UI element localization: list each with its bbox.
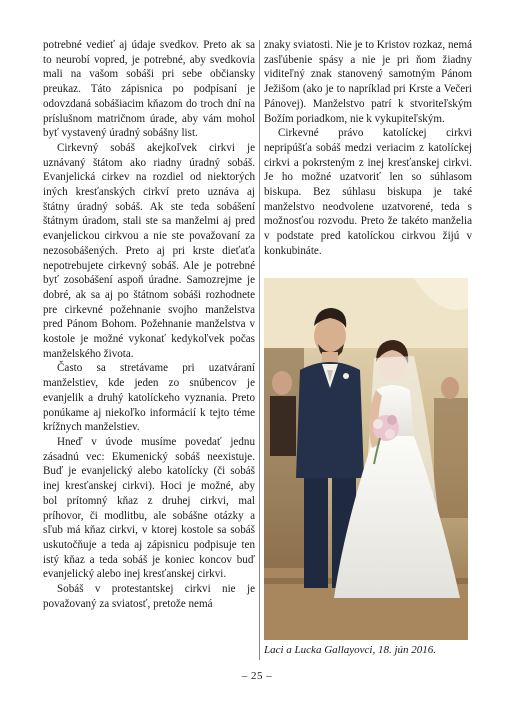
- paragraph: potrebné vedieť aj údaje svedkov. Preto ak sa to neurobí vopred, je potrebné, aby svedkovia mali na vašom sobáši pri sebe občiansky preukaz. Táto zápisnica po podpísaní je odovzdaná sobášiacim kňazom do troch dní na príslušnom matričnom úrade, aby vám mohol byť vystavený úradný sobášny list.: [43, 39, 255, 140]
- paragraph: Často sa stretávame pri uzatváraní manželstiev, kde jeden zo snúbencov je evanjelik a druhý katolíckeho vyznania. Preto ponúkame aj niekoľko informácií k tejto téme krížnych manželstiev.: [43, 362, 255, 434]
- paragraph: Sobáš v protestantskej cirkvi nie je považovaný za sviatosť, pretože nemá: [43, 583, 255, 610]
- paragraph: znaky sviatosti. Nie je to Kristov rozkaz, nemá zasľúbenie spásy a nie je pri ňom žiadny viditeľný znak stanovený samotným Pánom Ježišom (ako je to napríklad pri Krste a Večeri Pánovej). Manželstvo patrí k stvoriteľským Božím poriadkom, nie k vykupiteľským.: [264, 39, 472, 125]
- paragraph: Cirkevné právo katolíckej cirkvi nepripúšťa sobáš medzi veriacim z katolíckej cirkvi a pokrsteným z inej kresťanskej cirkvi. Je ho možné uzatvoriť len so súhlasom biskupa. Bez súhlasu biskupa je také manželstvo neodvolene uzatvorené, teda s možnosťou rozvodu. Preto že takéto manželia v podstate pred katolíckou cirkvou žijú v konkubináte.: [264, 127, 472, 257]
- page-number: – 25 –: [241, 670, 273, 682]
- photo-caption: Laci a Lucka Gallayovci, 18. jún 2016.: [264, 644, 437, 656]
- paragraph: Hneď v úvode musíme povedať jednu zásadnú vec: Ekumenický sobáš neexistuje. Buď je evanjelický alebo katolícky (či sobáš inej kresťanskej cirkvi). Hoci je možné, aby bol prítomný kňaz z druhej cirkvi, mal príhovor, či modlitbu, ale sobášne otázky a sľub má kňaz cirkvi, v ktorej kostole sa sobáš uskutočňuje a teda aj zápisnicu podpisuje ten istý kňaz a teda sobáš je koniec koncov buď evanjelický alebo inej kresťanskej cirkvi.: [43, 435, 255, 581]
- paragraph: Cirkevný sobáš akejkoľvek cirkvi je uznávaný štátom ako riadny úradný sobáš. Evanjelická cirkev na rozdiel od niektorých iných kresťanských cirkví preto uznáva aj štátny úradný sobáš. Ak ste teda sobášení štátnym úradom, stali ste sa manželmi aj pred evanjelickou cirkvou a nie ste považovaní za nezosobášených. Preto aj pri krste dieťaťa nepotrebujete cirkevný sobáš. Ale je potrebné byť zosobášení aspoň úradne. Samozrejme je dobré, ak sa aj po štátnom sobáši rozhodnete pre cirkevné požehnanie svojho manželstva pred Pánom Bohom. Požehnanie manželstva v kostole je možné vykonať kedykoľvek počas manželského života.: [43, 141, 255, 360]
- column-divider: [259, 40, 260, 660]
- right-text-column: [264, 38, 472, 259]
- wedding-photo: [264, 278, 468, 640]
- wedding-photo-illustration: [264, 278, 468, 640]
- left-text-column: [43, 38, 255, 611]
